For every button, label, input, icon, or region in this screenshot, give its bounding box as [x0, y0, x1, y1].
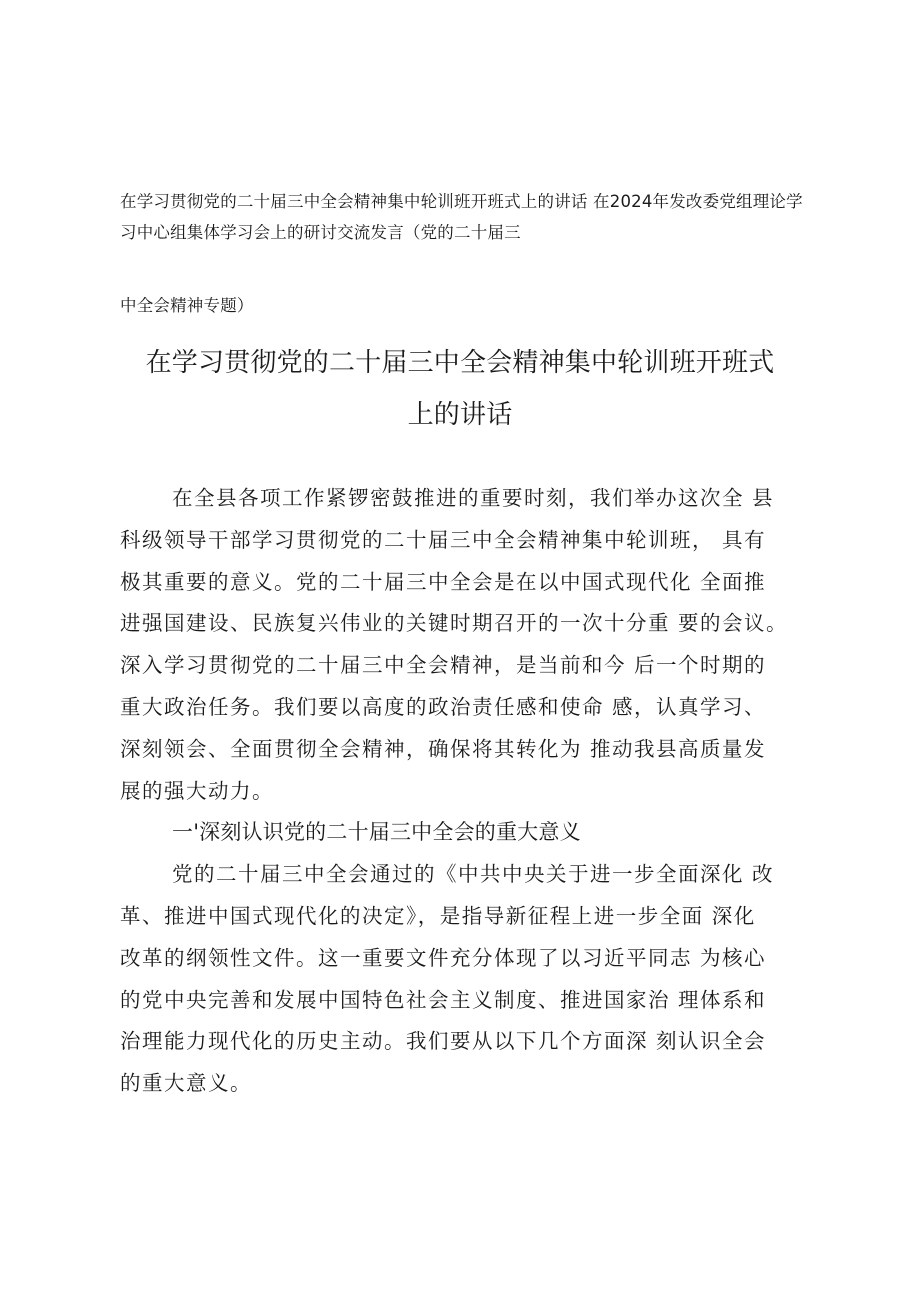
document-header	[120, 186, 820, 321]
paragraph-line: 革、推进中国式现代化的决定》，是指导新征程上进一步全面 深化	[120, 903, 756, 928]
paragraph-line: 治理能力现代化的历史主动。我们要从以下几个方面深 刻认识全会	[120, 1029, 767, 1054]
header-line: 在学习贯彻党的二十届三中全会精神集中轮训班开班式上的讲话 在2024年发改委党组理论学	[120, 192, 803, 211]
paragraph-line: 深刻领会、全面贯彻全会精神，确保将其转化为 推动我县高质量发	[120, 736, 767, 761]
paragraph-significance	[120, 854, 820, 1105]
header-line: 中全会精神专题）	[120, 296, 254, 315]
section-heading: 一'深刻认识党的二十届三中全会的重大意义	[172, 820, 581, 845]
paragraph-line: 改革的纲领性文件。这一重要文件充分体现了以习近平同志 为核心	[120, 945, 767, 970]
paragraph-line: 科级领导干部学习贯彻党的二十届三中全会精神集中轮训班， 具有	[120, 527, 767, 552]
paragraph-intro	[120, 478, 820, 812]
header-spacer	[120, 248, 820, 290]
paragraph-line: 极其重要的意义。党的二十届三中全会是在以中国式现代化 全面推	[120, 569, 767, 594]
paragraph-line: 的重大意义。	[120, 1071, 252, 1096]
paragraph-line: 党的二十届三中全会通过的《中共中央关于进一步全面深化 改	[172, 862, 775, 887]
paragraph-line: 深入学习贯彻党的二十届三中全会精神，是当前和今 后一个时期的	[120, 653, 767, 678]
title-line: 在学习贯彻党的二十届三中全会精神集中轮训班开班式	[145, 348, 775, 378]
title-line: 上的讲话	[407, 400, 513, 430]
header-line: 习中心组集体学习会上的研讨交流发言（党的二十届三	[120, 223, 521, 242]
paragraph-line: 的党中央完善和发展中国特色社会主义制度、推进国家治 理体系和	[120, 987, 767, 1012]
document-title	[100, 337, 820, 441]
paragraph-line: 重大政治任务。我们要以高度的政治责任感和使命 感，认真学习、	[120, 694, 767, 719]
paragraph-line: 展的强大动力。	[120, 778, 274, 803]
paragraph-line: 进强国建设、民族复兴伟业的关键时期召开的一次十分重 要的会议。	[120, 611, 789, 636]
paragraph-line: 在全县各项工作紧锣密鼓推进的重要时刻，我们举办这次全 县	[172, 486, 775, 510]
document-body	[120, 478, 820, 1105]
